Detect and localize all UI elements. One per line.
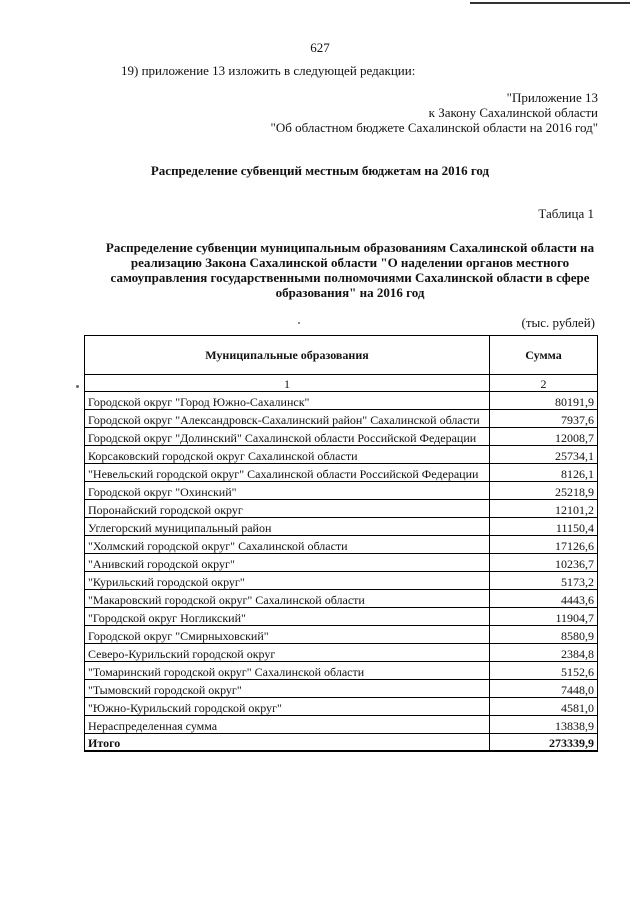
column-header-municipality: Муниципальные образования (85, 336, 490, 375)
amount-value: 8580,9 (490, 626, 598, 644)
appendix-header (271, 90, 598, 135)
total-label: Итого (85, 734, 490, 752)
amount-value: 11150,4 (490, 518, 598, 536)
column-header-amount: Сумма (490, 336, 598, 375)
total-row (85, 734, 598, 752)
table-row (85, 716, 598, 734)
amount-value: 25218,9 (490, 482, 598, 500)
municipality-name: Нераспределенная сумма (85, 716, 490, 734)
appendix-line: "Приложение 13 (506, 90, 598, 105)
municipality-name: "Курильский городской округ" (85, 572, 490, 590)
subtitle-line: образования" на 2016 год (275, 285, 425, 300)
amount-value: 12008,7 (490, 428, 598, 446)
table-row (85, 590, 598, 608)
subtitle-line: Распределение субвенции муниципальным образованиям Сахалинской области на (105, 240, 595, 255)
municipality-name: "Южно-Курильский городской округ" (85, 698, 490, 716)
top-edge-rule (470, 2, 630, 4)
table-row (85, 698, 598, 716)
amount-value: 10236,7 (490, 554, 598, 572)
table-row (85, 428, 598, 446)
total-value: 273339,9 (490, 734, 598, 752)
appendix-line: к Закону Сахалинской области (428, 105, 598, 120)
table-row (85, 518, 598, 536)
table-header-row (85, 336, 598, 375)
amendment-instruction: 19) приложение 13 изложить в следующей редакции: (121, 63, 416, 78)
subtitle-line: реализацию Закона Сахалинской области "О наделении органов местного (130, 255, 570, 270)
table-row (85, 500, 598, 518)
municipality-name: Корсаковский городской округ Сахалинской области (85, 446, 490, 464)
table-row (85, 662, 598, 680)
table-row (85, 572, 598, 590)
municipality-name: "Тымовский городской округ" (85, 680, 490, 698)
table-row (85, 536, 598, 554)
column-number: 1 (85, 375, 490, 392)
municipality-name: "Холмский городской округ" Сахалинской области (85, 536, 490, 554)
table-row (85, 644, 598, 662)
amount-value: 5152,6 (490, 662, 598, 680)
municipality-name: Городской округ "Охинский" (85, 482, 490, 500)
scan-speck (298, 322, 300, 324)
amount-value: 7937,6 (490, 410, 598, 428)
table-row (85, 680, 598, 698)
table-row (85, 482, 598, 500)
table-row (85, 608, 598, 626)
subvention-table (84, 335, 598, 752)
table-row (85, 626, 598, 644)
amount-value: 4443,6 (490, 590, 598, 608)
amount-value: 25734,1 (490, 446, 598, 464)
municipality-name: Городской округ "Долинский" Сахалинской области Российской Федерации (85, 428, 490, 446)
amount-value: 11904,7 (490, 608, 598, 626)
scan-speck (76, 385, 79, 388)
amount-value: 12101,2 (490, 500, 598, 518)
municipality-name: "Макаровский городской округ" Сахалинской области (85, 590, 490, 608)
main-title: Распределение субвенций местным бюджетам на 2016 год (150, 163, 490, 178)
amount-value: 5173,2 (490, 572, 598, 590)
amount-value: 17126,6 (490, 536, 598, 554)
municipality-name: "Невельский городской округ" Сахалинской области Российской Федерации (85, 464, 490, 482)
page-number: 627 (310, 40, 330, 55)
municipality-name: "Городской округ Ногликский" (85, 608, 490, 626)
table-number: Таблица 1 (538, 206, 594, 221)
table-row (85, 446, 598, 464)
amount-value: 7448,0 (490, 680, 598, 698)
unit-label: (тыс. рублей) (521, 315, 595, 330)
appendix-line: "Об областном бюджете Сахалинской области на 2016 год" (270, 120, 598, 135)
amount-value: 13838,9 (490, 716, 598, 734)
table-row (85, 554, 598, 572)
municipality-name: Углегорский муниципальный район (85, 518, 490, 536)
municipality-name: Городской округ "Смирныховский" (85, 626, 490, 644)
amount-value: 4581,0 (490, 698, 598, 716)
municipality-name: Поронайский городской округ (85, 500, 490, 518)
municipality-name: Северо-Курильский городской округ (85, 644, 490, 662)
municipality-name: Городской округ "Город Южно-Сахалинск" (85, 392, 490, 410)
municipality-name: "Анивский городской округ" (85, 554, 490, 572)
table-row (85, 392, 598, 410)
column-number-row (85, 375, 598, 392)
amount-value: 8126,1 (490, 464, 598, 482)
table-subtitle (95, 240, 605, 300)
municipality-name: Городской округ "Александровск-Сахалинский район" Сахалинской области (85, 410, 490, 428)
subtitle-line: самоуправления государственными полномочиями Сахалинской области в сфере (110, 270, 590, 285)
table-row (85, 464, 598, 482)
municipality-name: "Томаринский городской округ" Сахалинской области (85, 662, 490, 680)
table-row (85, 410, 598, 428)
amount-value: 80191,9 (490, 392, 598, 410)
column-number: 2 (490, 375, 598, 392)
amount-value: 2384,8 (490, 644, 598, 662)
